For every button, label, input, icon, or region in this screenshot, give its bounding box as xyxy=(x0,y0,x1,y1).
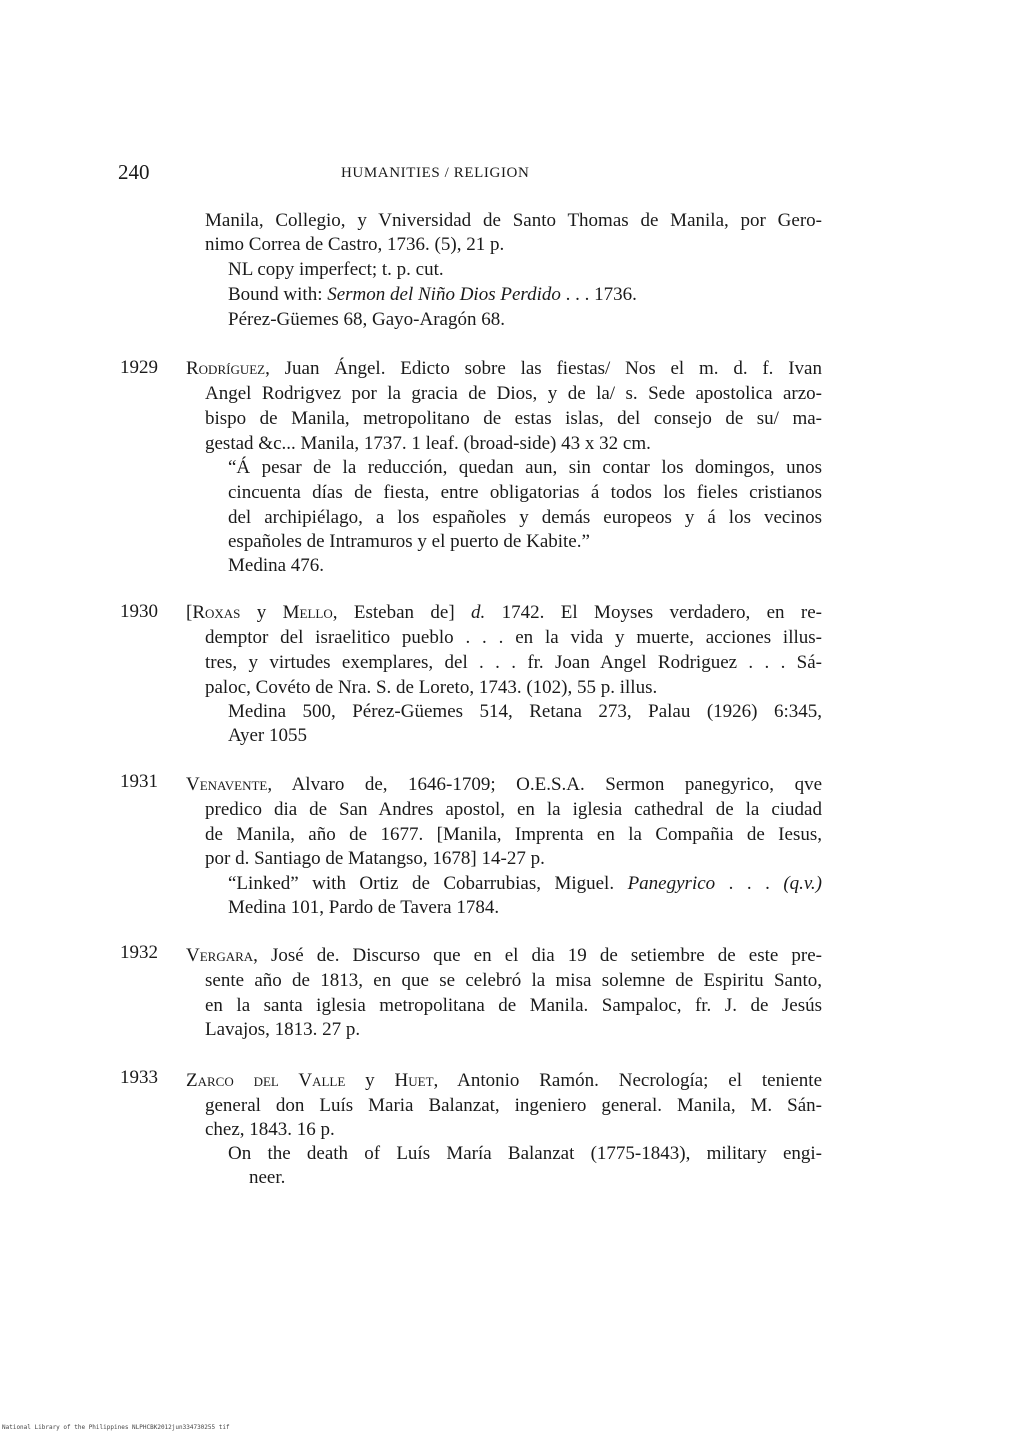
running-head: HUMANITIES / RELIGION xyxy=(341,165,530,181)
entry-line: bispo de Manila, metropolitano de estas islas, del consejo de su/ ma- xyxy=(205,408,822,429)
entry-line: Lavajos, 1813. 27 p. xyxy=(205,1019,361,1040)
entry-line: [Roxas y Mello, Esteban de] d. 1742. El Moyses verdadero, en re- xyxy=(186,602,823,623)
author-name: Venavente, xyxy=(186,774,273,795)
entry-note: del archipiélago, a los españoles y demás europeos y á los vecinos xyxy=(228,507,822,528)
entry-refs: Medina 476. xyxy=(228,555,325,576)
entry-line: chez, 1843. 16 p. xyxy=(205,1119,335,1140)
entry-line: Rodríguez, Juan Ángel. Edicto sobre las fiestas/ Nos el m. d. f. Ivan xyxy=(186,358,822,379)
bound-title: Sermon del Niño Dios Perdido xyxy=(327,284,561,305)
entry-line: Zarco del Valle y Huet, Antonio Ramón. Necrología; el teniente xyxy=(186,1070,822,1091)
entry-line: Venavente, Alvaro de, 1646-1709; O.E.S.A. Sermon panegyrico, qve xyxy=(186,774,822,795)
author-name: Roxas xyxy=(192,602,241,623)
entry-number: 1930 xyxy=(120,601,158,622)
entry-number: 1933 xyxy=(120,1067,158,1088)
page-number: 240 xyxy=(118,160,150,184)
entry-line: sente año de 1813, en que se celebró la misa solemne de Espiritu Santo, xyxy=(205,970,822,991)
author-name: Vergara, xyxy=(186,945,258,966)
entry-line: Angel Rodrigvez por la gracia de Dios, y de la/ s. Sede apostolica arzo- xyxy=(205,383,822,404)
continuation-line: Manila, Collegio, y Vniversidad de Santo Thomas de Manila, por Gero- xyxy=(205,210,822,231)
entry-line: demptor del israelitico pueblo . . . en la vida y muerte, acciones illus- xyxy=(205,627,822,648)
entry-line: Vergara, José de. Discurso que en el dia 19 de setiembre de este pre- xyxy=(186,945,822,966)
entry-number: 1931 xyxy=(120,771,158,792)
entry-number: 1929 xyxy=(120,357,158,378)
entry-line: gestad &c... Manila, 1737. 1 leaf. (broad-side) 43 x 32 cm. xyxy=(205,433,651,454)
entry-note: On the death of Luís María Balanzat (1775-1843), military engi- xyxy=(228,1143,822,1164)
entry-note: “Linked” with Ortiz de Cobarrubias, Miguel. Panegyrico . . . (q.v.) xyxy=(228,873,823,894)
entry-refs: Medina 500, Pérez-Güemes 514, Retana 273, Palau (1926) 6:345, xyxy=(228,701,822,722)
entry-line: en la santa iglesia metropolitana de Manila. Sampaloc, fr. J. de Jesús xyxy=(205,995,822,1016)
scan-footer: National Library of the Philippines NLPHCBK2012jun334730255 tif xyxy=(2,1424,230,1431)
entry-line: por d. Santiago de Matangso, 1678] 14-27 p. xyxy=(205,848,545,869)
author-name: Rodríguez, xyxy=(186,358,270,379)
entry-note: “Á pesar de la reducción, quedan aun, sin contar los domingos, unos xyxy=(228,457,822,478)
entry-line: tres, y virtudes exemplares, del . . . fr. Joan Angel Rodriguez . . . Sá- xyxy=(205,652,822,673)
entry-note: neer. xyxy=(249,1167,286,1188)
entry-line: general don Luís Maria Balanzat, ingeniero general. Manila, M. Sán- xyxy=(205,1095,822,1116)
entry-line: predico dia de San Andres apostol, en la iglesia cathedral de la ciudad xyxy=(205,799,822,820)
entry-number: 1932 xyxy=(120,942,158,963)
entry-note: españoles de Intramuros y el puerto de Kabite.” xyxy=(228,531,590,552)
author-name: Huet, xyxy=(394,1070,439,1091)
author-name: Mello, xyxy=(282,602,338,623)
continuation-bound-with: Bound with: Sermon del Niño Dios Perdido . . . 1736. xyxy=(228,284,637,305)
entry-refs: Ayer 1055 xyxy=(228,725,307,746)
entry-line: de Manila, año de 1677. [Manila, Imprenta en la Compañia de Iesus, xyxy=(205,824,822,845)
entry-note: cincuenta días de fiesta, entre obligatorias á todos los fieles cristianos xyxy=(228,482,822,503)
continuation-line: nimo Correa de Castro, 1736. (5), 21 p. xyxy=(205,234,505,255)
continuation-note: NL copy imperfect; t. p. cut. xyxy=(228,259,444,280)
entry-refs: Medina 101, Pardo de Tavera 1784. xyxy=(228,897,500,918)
continuation-refs: Pérez-Güemes 68, Gayo-Aragón 68. xyxy=(228,309,505,330)
author-name: Zarco del Valle xyxy=(186,1070,346,1091)
entry-line: paloc, Covéto de Nra. S. de Loreto, 1743. (102), 55 p. illus. xyxy=(205,677,658,698)
